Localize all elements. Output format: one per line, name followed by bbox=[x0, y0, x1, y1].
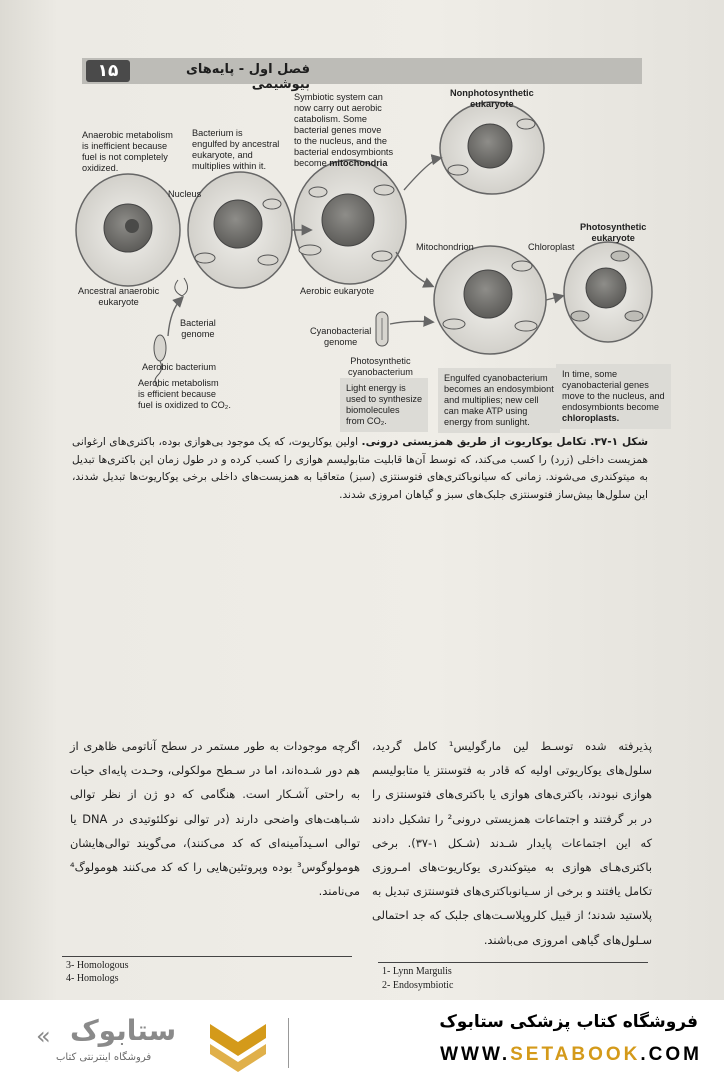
body-text-right: پذیرفته شده توسـط لین مارگولیس¹ کامل گردید، سلول‌های یوکاریوتی اولیه که قادر به فتوسنتز یا متابولیسم هوازی نبودند، باکتری‌های هوازی یا باکتری‌های فتوسنتزی را در بر گرفتند و اجتماعات همزیستی درونی² را تشکیل دادند که این اجتماعات پایدار شـدند (شـکل ۱-۳۷). برخی باکتری‌هـای هوازی به میتوکندری یوکاریوت‌های امـروزی تکامل یافتند و برخی از سـیانوباکتری‌های فتوسنتزی تبدیل به پلاستید شدند؛ از قبیل کلروپلاسـت‌های جلبک که جد احتمالی سـلول‌های گیاهی امروزی می‌باشند. bbox=[372, 739, 652, 947]
logo-arrow-icon: « bbox=[36, 1022, 51, 1050]
label-chloroplasts: chloroplasts. bbox=[562, 413, 620, 423]
footnote-3: 3- Homologous bbox=[66, 960, 129, 971]
aerobic-eukaryote-cell bbox=[294, 160, 406, 284]
label-bacterial-genome: Bacterial genome bbox=[180, 318, 216, 339]
caption-text: اولین یوکاریوت، که یک موجود بی‌هوازی بوده، باکتری‌های ارغوانی همزیست داخلی (زرد) را کسب می‌کند، که توسط آن‌ها قابلیت متابولیسم هوازی را کسب کرده و در طول زمان این باکتری‌ها تبدیل به میتوکندری می‌شوند. زمانی که سیانوباکتری‌های فتوسنتزی (سبز) متعاقبا به همزیست‌های داخلی برخی یوکاریوت‌ها تبدیل شدند، این سلول‌ها بیش‌ساز فتوسنتزی جلبک‌های سبز و گیاهان امروزی شدند. bbox=[72, 436, 648, 501]
label-aerobic-metabolism: Aerobic metabolism is efficient because fuel is oxidized to CO₂. bbox=[138, 378, 231, 410]
label-mitochondrion: Mitochondrion bbox=[416, 242, 474, 252]
label-aerobic-eukaryote: Aerobic eukaryote bbox=[300, 286, 375, 296]
label-photosynthetic-cyanobacterium: Photosynthetic cyanobacterium bbox=[348, 356, 413, 377]
label-symbiotic-system: Symbiotic system can now carry out aerobic catabolism. Some bacterial genes move to the nucleus, and the bacterial endosymbionts become mitochondria bbox=[294, 92, 394, 168]
page-number: ۱۵ bbox=[86, 60, 130, 82]
label-mitochondria: mitochondria bbox=[329, 158, 388, 168]
cyano-engulfing-cell bbox=[434, 246, 546, 354]
figure-caption bbox=[72, 434, 648, 504]
label-cyanobacterial-genome: Cyanobacterial genome bbox=[310, 326, 372, 347]
label-light-energy: Light energy is used to synthesize biomolecules from CO₂. bbox=[340, 378, 428, 432]
label-aerobic-bacterium: Aerobic bacterium bbox=[142, 362, 217, 372]
footnote-rule-right bbox=[378, 962, 648, 963]
logo-chevron-icon bbox=[206, 1020, 270, 1072]
label-photosynthetic: Photosynthetic eukaryote bbox=[580, 222, 647, 243]
logo-subtitle: فروشگاه اینترنتی کتاب bbox=[56, 1052, 152, 1063]
logo-text: ستابوک bbox=[70, 1014, 177, 1047]
label-nucleus: Nucleus bbox=[168, 189, 202, 199]
footnote-4: 4- Homologs bbox=[66, 973, 119, 984]
cyanobacterium bbox=[376, 312, 388, 346]
ancestral-cell bbox=[76, 174, 180, 286]
label-engulfed-cyanobacterium: Engulfed cyanobacterium becomes an endosymbiont and multiplies; new cell can make ATP using energy from sunlight. bbox=[438, 368, 560, 433]
nonphotosynthetic-cell bbox=[440, 102, 544, 194]
photosynthetic-cell bbox=[564, 242, 652, 342]
banner-divider bbox=[288, 1018, 289, 1068]
store-name: فروشگاه کتاب پزشکی ستابوک bbox=[439, 1012, 698, 1032]
label-anaerobic-metabolism: Anaerobic metabolism is inefficient because fuel is not completely oxidized. bbox=[82, 130, 173, 173]
label-nonphotosynthetic: Nonphotosynthetic eukaryote bbox=[450, 88, 534, 109]
label-ancestral-eukaryote: Ancestral anaerobic eukaryote bbox=[78, 286, 160, 307]
body-text-left: اگرچه موجودات به طور مستمر در سطح آناتومی ظاهری از هم دور شـده‌اند، اما در سـطح مولکولی، وحـدت پایه‌ای حیات به راحتی آشـکار است. هنگامی که دو ژن از نظر توالی شـباهت‌های واضحی دارند (در توالی نوکلئوتیدی در DNA یا توالی اسـیدآمینه‌ای که کد می‌کنند)، می‌گویند توالی‌هایشان هومولوگوس³ بوده وپروتئین‌هایی را که کد می‌کنند هومولوگ⁴ می‌نامند. bbox=[70, 739, 360, 899]
chapter-title: فصل اول - پایه‌های بیوشیمی bbox=[185, 62, 310, 92]
caption-label: شکل ۱-۳۷. تکامل یوکاریوت از طریق همزیستی درونی. bbox=[361, 436, 648, 448]
footnote-1: 1- Lynn Margulis bbox=[382, 966, 452, 977]
label-bacterium-engulfed: Bacterium is engulfed by ancestral eukaryote, and multiplies within it. bbox=[192, 128, 280, 171]
label-chloroplast: Chloroplast bbox=[528, 242, 575, 252]
footnote-2: 2- Endosymbiotic bbox=[382, 980, 454, 991]
label-in-time: In time, some cyanobacterial genes move to the nucleus, and endosymbionts become chloroplasts. bbox=[556, 364, 671, 429]
footnote-rule-left bbox=[62, 956, 352, 957]
store-url[interactable]: WWW.SETABOOK.COM bbox=[440, 1044, 702, 1065]
